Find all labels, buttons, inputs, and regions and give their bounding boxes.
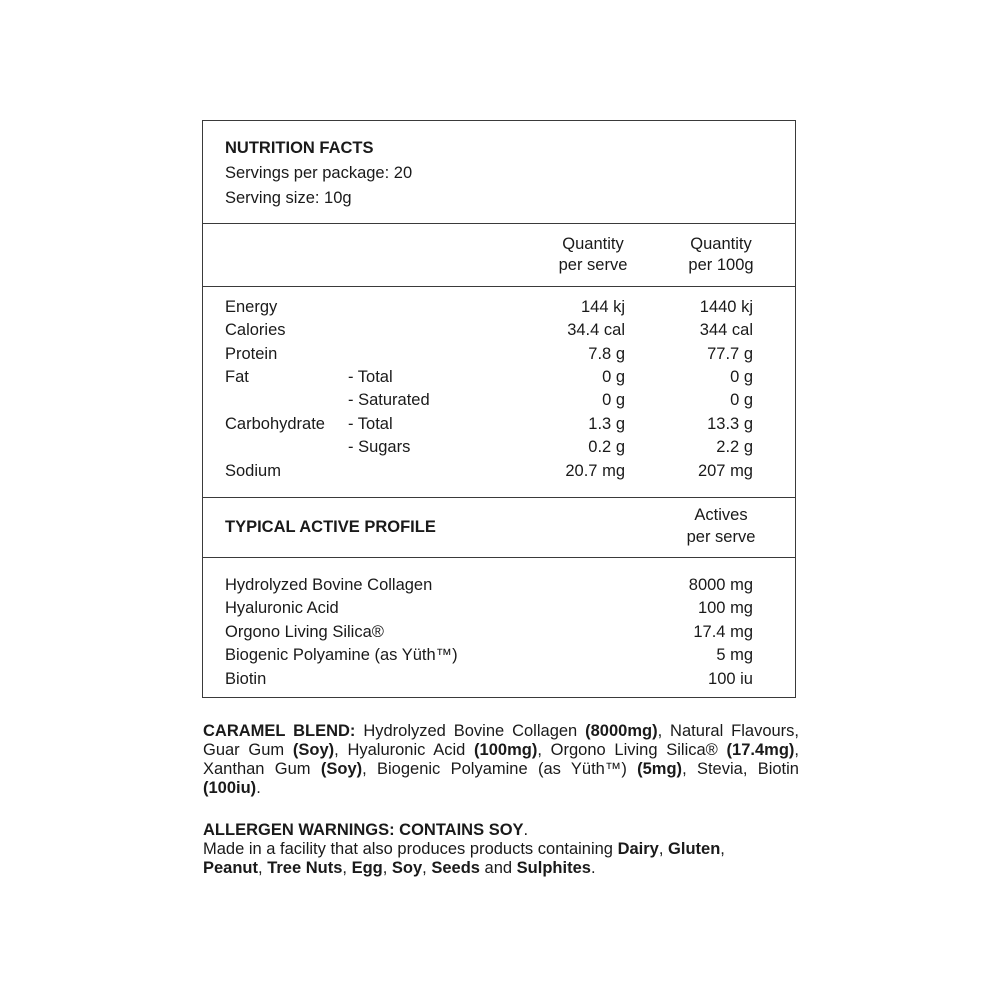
allergen-line: [203, 840, 799, 859]
allergen-warnings: [203, 821, 799, 878]
nutrient-sublabel: - Total: [348, 368, 393, 386]
nutrient-per100: 207 mg: [697, 462, 753, 480]
text: , Biogenic Polyamine (as Yüth™): [362, 760, 638, 778]
text: (Soy): [320, 760, 363, 778]
active-value: 8000 mg: [688, 576, 753, 594]
text: ,: [382, 859, 392, 877]
text: .: [523, 821, 529, 839]
text: (8000mg): [585, 722, 658, 740]
text: (100mg): [474, 741, 538, 759]
nutrient-sublabel: - Total: [348, 415, 393, 433]
text: Xanthan Gum: [203, 760, 321, 778]
text: ,: [720, 840, 725, 858]
text: Hydrolyzed Bovine Collagen: [355, 722, 586, 740]
nutrient-per100: 1440 kj: [699, 298, 753, 316]
text: , Orgono Living Silica®: [537, 741, 727, 759]
nutrient-per100: 2.2 g: [716, 438, 753, 456]
text: ,: [658, 840, 669, 858]
allergen-heading: ALLERGEN WARNINGS: CONTAINS SOY: [203, 821, 524, 839]
text: ,: [422, 859, 432, 877]
text: ,: [342, 859, 352, 877]
text: , Stevia, Biotin: [682, 760, 799, 778]
text: .: [256, 779, 261, 797]
nutrition-panel: [202, 120, 796, 698]
nutrient-label: Carbohydrate: [225, 415, 325, 433]
text: , Hyaluronic Acid: [334, 741, 475, 759]
nutrient-per100: 77.7 g: [707, 345, 753, 363]
allergen-line: [203, 859, 799, 878]
active-label: Hydrolyzed Bovine Collagen: [225, 576, 433, 594]
text: Guar Gum: [203, 741, 293, 759]
nutrient-serve: 0.2 g: [588, 438, 625, 456]
nutrient-serve: 7.8 g: [588, 345, 625, 363]
active-value: 5 mg: [716, 646, 753, 664]
nutrition-title: NUTRITION FACTS: [225, 139, 374, 157]
active-value: 100 iu: [708, 670, 753, 688]
column-header-100g-2: per 100g: [688, 256, 754, 274]
active-value: 17.4 mg: [693, 623, 753, 641]
actives-header-1: Actives: [694, 506, 748, 524]
nutrient-label: Energy: [225, 298, 278, 316]
column-header-serve-2: per serve: [558, 256, 628, 274]
nutrient-serve: 34.4 cal: [567, 321, 625, 339]
actives-header-2: per serve: [686, 528, 756, 546]
blend-heading: CARAMEL BLEND:: [203, 722, 356, 740]
nutrient-serve: 1.3 g: [588, 415, 625, 433]
allergen-seeds: Seeds: [431, 859, 480, 877]
active-value: 100 mg: [697, 599, 753, 617]
nutrient-per100: 344 cal: [699, 321, 753, 339]
allergen-soy: Soy: [391, 859, 423, 877]
column-header-serve-1: Quantity: [562, 235, 624, 253]
nutrient-serve: 0 g: [602, 391, 625, 409]
serving-size: Serving size: 10g: [225, 189, 352, 207]
text: (5mg): [637, 760, 683, 778]
allergen-gluten: Gluten: [668, 840, 721, 858]
nutrient-sublabel: - Saturated: [348, 391, 430, 409]
column-header-100g-1: Quantity: [690, 235, 752, 253]
nutrient-per100: 13.3 g: [707, 415, 753, 433]
active-label: Biotin: [225, 670, 267, 688]
allergen-peanut: Peanut: [203, 859, 259, 877]
blend-line: [203, 760, 799, 779]
blend-line: [203, 741, 799, 760]
blend-line: [203, 722, 799, 741]
active-profile-title: TYPICAL ACTIVE PROFILE: [225, 518, 436, 536]
divider: [203, 223, 795, 224]
text: (Soy): [292, 741, 335, 759]
allergen-dairy: Dairy: [617, 840, 659, 858]
nutrient-per100: 0 g: [730, 391, 753, 409]
text: .: [590, 859, 596, 877]
divider: [203, 497, 795, 498]
nutrient-label: Calories: [225, 321, 286, 339]
active-label: Hyaluronic Acid: [225, 599, 339, 617]
divider: [203, 286, 795, 287]
servings-per-package: Servings per package: 20: [225, 164, 413, 182]
nutrient-serve: 0 g: [602, 368, 625, 386]
allergen-tree-nuts: Tree Nuts: [267, 859, 343, 877]
text: (100iu): [203, 779, 257, 797]
active-label: Orgono Living Silica®: [225, 623, 384, 641]
nutrient-serve: 20.7 mg: [565, 462, 625, 480]
text: ,: [258, 859, 268, 877]
nutrient-serve: 144 kj: [580, 298, 625, 316]
allergen-egg: Egg: [351, 859, 383, 877]
blend-ingredients: [203, 722, 799, 798]
nutrient-label: Sodium: [225, 462, 281, 480]
text: (17.4mg): [726, 741, 795, 759]
text: Made in a facility that also produces products containing: [203, 840, 618, 858]
active-label: Biogenic Polyamine (as Yüth™): [225, 646, 458, 664]
nutrient-label: Fat: [225, 368, 249, 386]
text: and: [479, 859, 517, 877]
blend-line: [203, 779, 799, 798]
allergen-line: [203, 821, 799, 840]
divider: [203, 557, 795, 558]
nutrient-per100: 0 g: [730, 368, 753, 386]
nutrient-sublabel: - Sugars: [348, 438, 411, 456]
allergen-sulphites: Sulphites: [516, 859, 591, 877]
text: , Natural Flavours,: [657, 722, 799, 740]
nutrient-label: Protein: [225, 345, 278, 363]
text: ,: [794, 741, 799, 759]
